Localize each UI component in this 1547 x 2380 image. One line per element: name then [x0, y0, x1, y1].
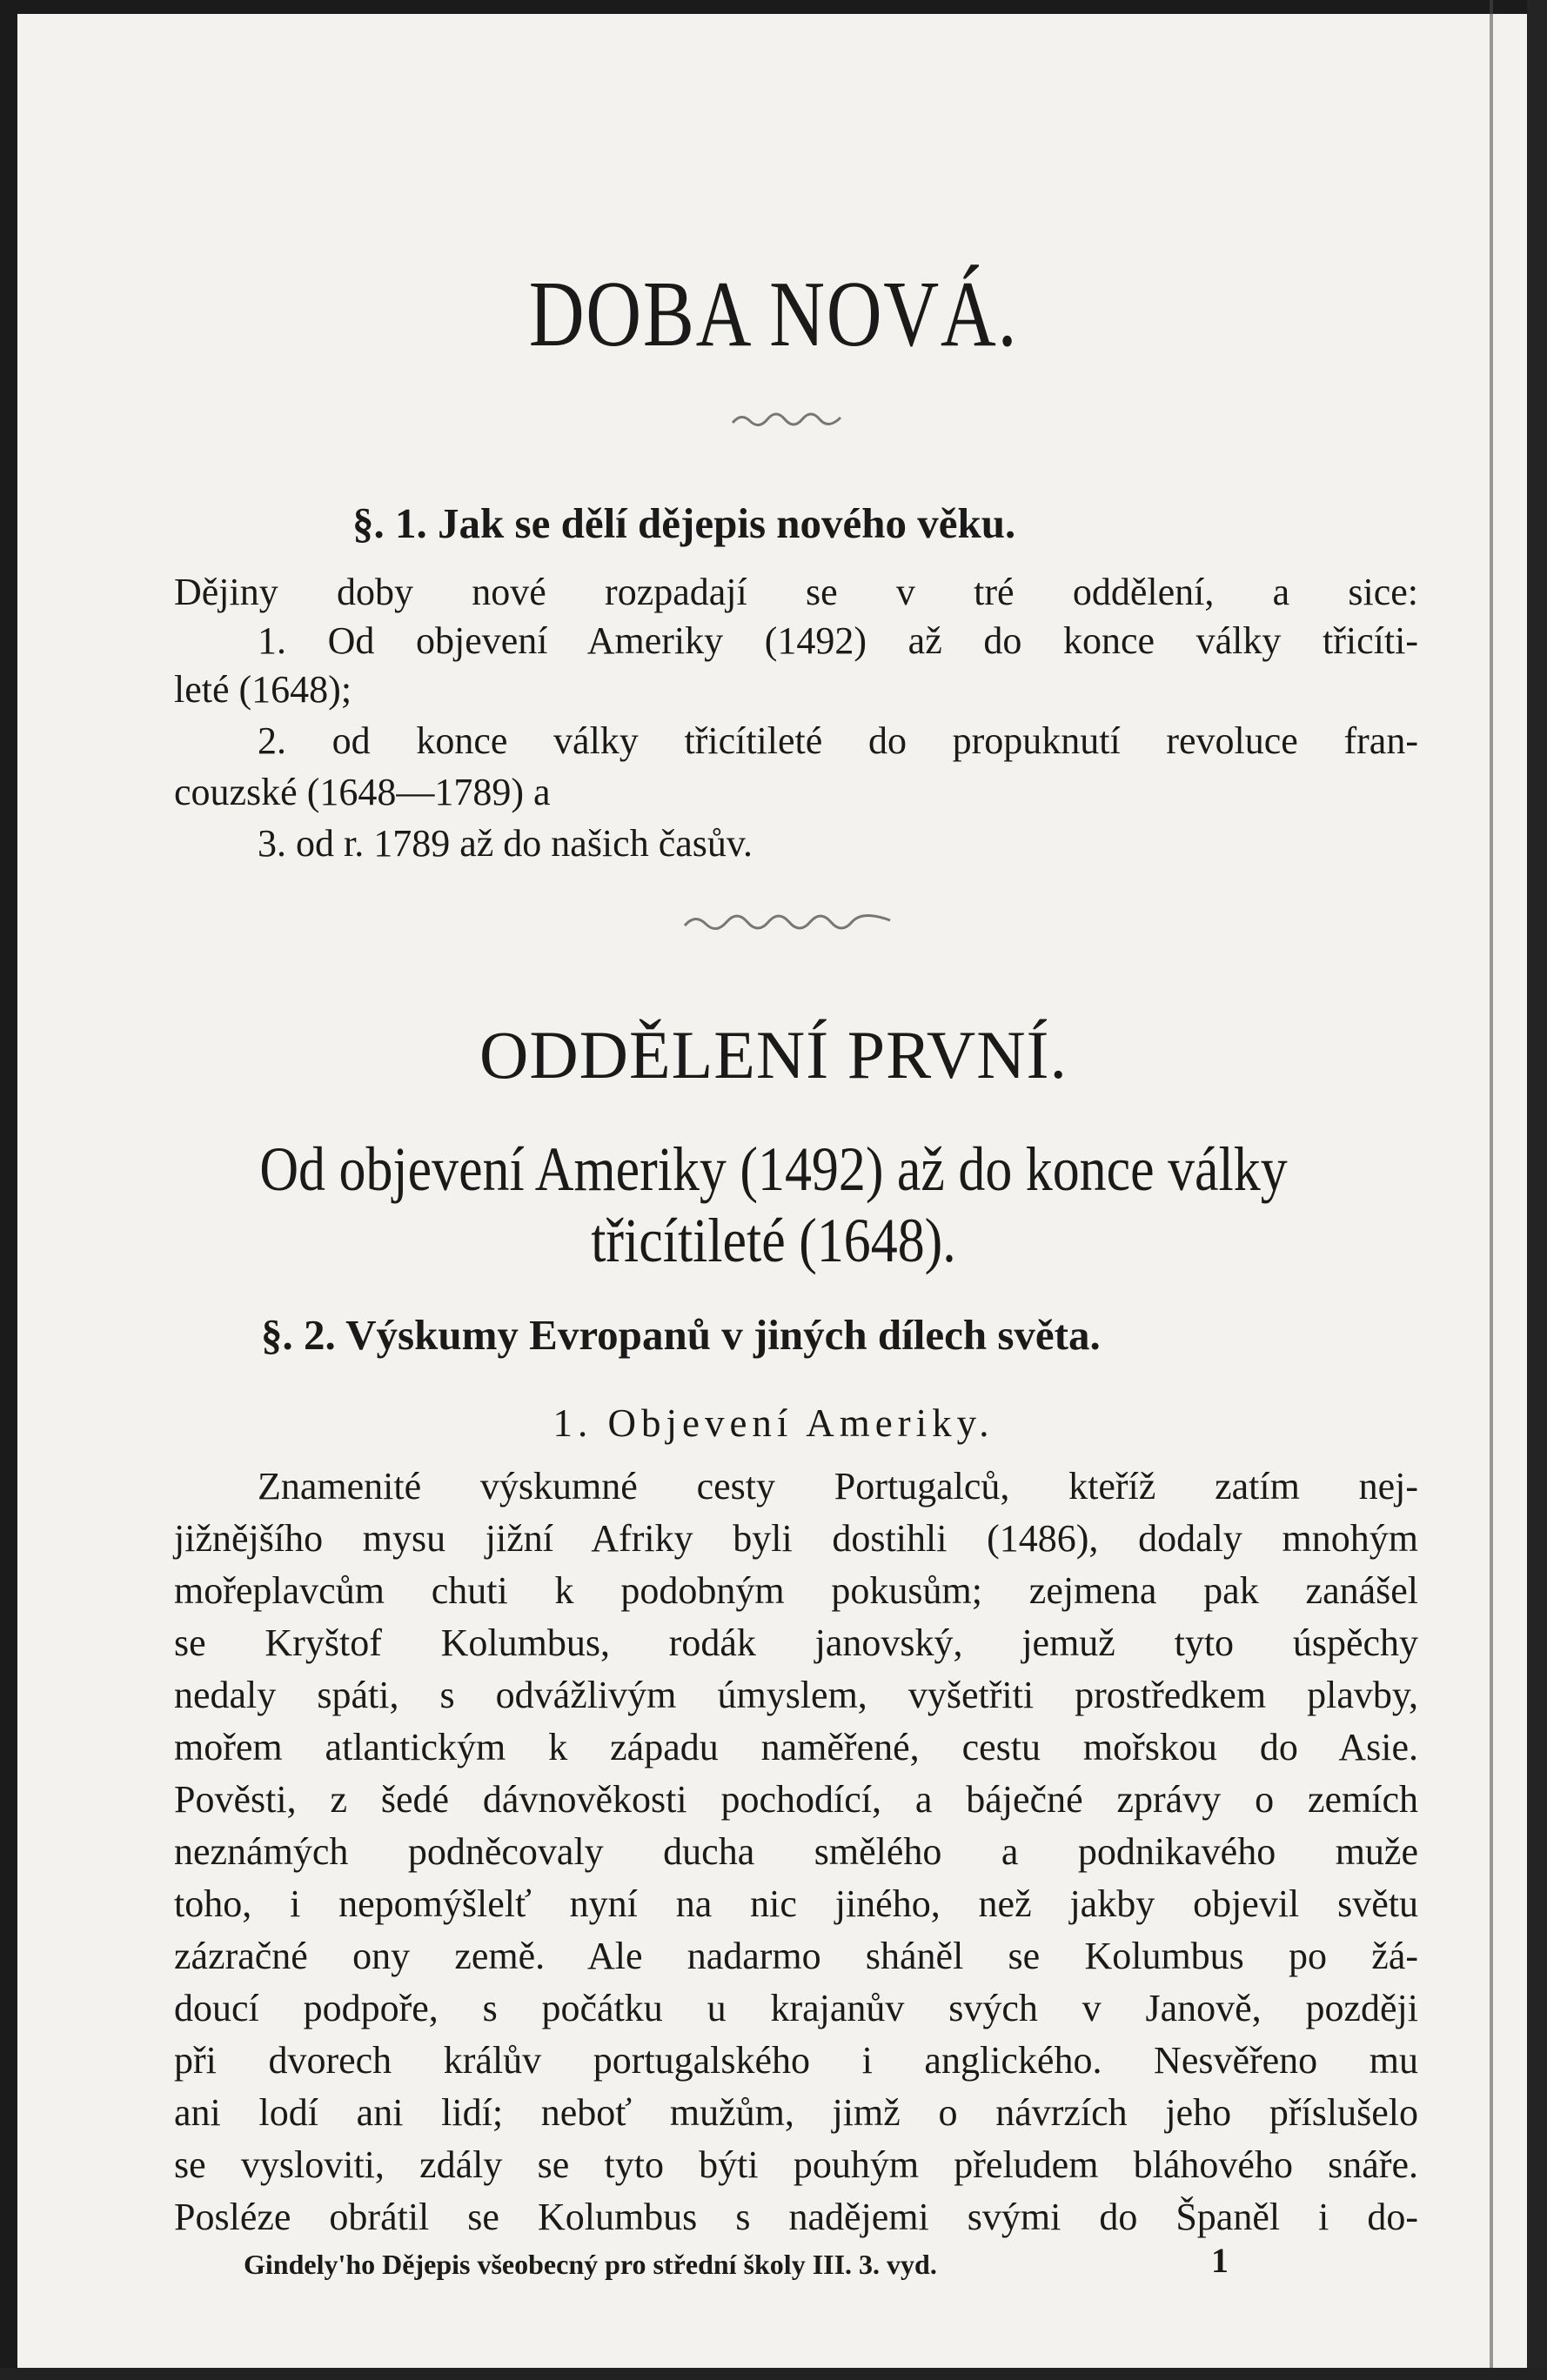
body-line: neznámých podněcovaly ducha smělého a podnikavého muže: [174, 1830, 1418, 1873]
body-line: toho, i nepomýšlelť nyní na nic jiného, než jakby objevil světu: [174, 1882, 1418, 1925]
section-1-line: 3. od r. 1789 až do našich časův.: [258, 822, 753, 865]
scan-edge-left: [0, 0, 17, 2380]
footer-signature: Gindely'ho Dějepis všeobecný pro střední školy III. 3. vyd.: [244, 2249, 937, 2280]
body-line: jižnějšího mysu jižní Afriky byli dostihli (1486), dodaly mnohým: [174, 1517, 1418, 1560]
section-1-line: 2. od konce války třicítileté do propuknutí revoluce fran-: [258, 719, 1418, 762]
body-line: Pověsti, z šedé dávnověkosti pochodící, a báječné zprávy o zemích: [174, 1778, 1418, 1821]
body-line: Znamenité výskumné cesty Portugalců, kteříž zatím nej-: [258, 1465, 1418, 1508]
body-line: nedaly spáti, s odvážlivým úmyslem, vyšetřiti prostředkem plavby,: [174, 1674, 1418, 1716]
section-1-line: Dějiny doby nové rozpadají se v tré oddělení, a sice:: [174, 571, 1418, 613]
section-1-heading: §. 1. Jak se dělí dějepis nového věku.: [352, 499, 1016, 547]
body-line: Posléze obrátil se Kolumbus s nadějemi svými do Španěl i do-: [174, 2196, 1418, 2238]
page-title: DOBA NOVÁ.: [528, 263, 1019, 366]
part-title: ODDĚLENÍ PRVNÍ.: [479, 1017, 1068, 1093]
part-subtitle-line-1: Od objevení Ameriky (1492) až do konce války: [259, 1134, 1288, 1204]
section-1-line: leté (1648);: [174, 668, 352, 711]
section-1-line: 1. Od objevení Ameriky (1492) až do konce války třicíti-: [258, 619, 1418, 662]
page-number: 1: [1211, 2241, 1229, 2280]
body-line: mořeplavcům chuti k podobným pokusům; zejmena pak zanášel: [174, 1569, 1418, 1612]
scan-edge-shadow: [1490, 0, 1493, 2380]
scan-edge-bottom: [0, 2368, 1547, 2380]
body-line: doucí podpoře, s počátku u krajanův svých v Janově, později: [174, 1987, 1418, 2029]
body-line: mořem atlantickým k západu naměřené, cestu mořskou do Asie.: [174, 1726, 1418, 1768]
body-line: ani lodí ani lidí; neboť mužům, jimž o návrzích jeho příslušelo: [174, 2091, 1418, 2134]
scan-edge-top: [0, 0, 1547, 14]
section-2-heading: §. 2. Výskumy Evropanů v jiných dílech světa.: [261, 1311, 1101, 1359]
section-1-line: couzské (1648—1789) a: [174, 771, 551, 813]
scan-edge-right: [1527, 0, 1547, 2380]
body-line: se Kryštof Kolumbus, rodák janovský, jemuž tyto úspěchy: [174, 1621, 1418, 1664]
ornament-small-icon: [731, 409, 844, 430]
body-line: zázračné ony země. Ale nadarmo sháněl se Kolumbus po žá-: [174, 1935, 1418, 1977]
part-subtitle-line-2: třicítileté (1648).: [591, 1206, 956, 1275]
ornament-divider-icon: [683, 910, 892, 933]
section-2-subheading: 1. Objevení Ameriky.: [552, 1401, 994, 1445]
body-line: při dvorech králův portugalského i anglického. Nesvěřeno mu: [174, 2039, 1418, 2082]
body-line: se vysloviti, zdály se tyto býti pouhým přeludem bláhového snáře.: [174, 2143, 1418, 2186]
